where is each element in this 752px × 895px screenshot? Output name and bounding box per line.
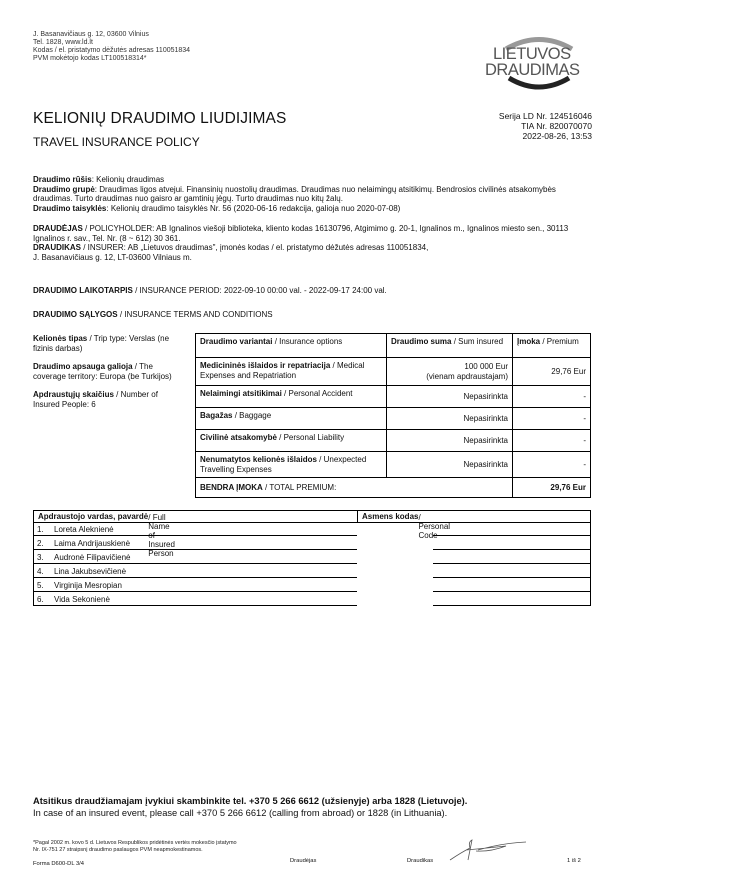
table-row — [196, 452, 591, 478]
total-row — [196, 478, 591, 498]
option-en: / Personal Liability — [276, 433, 345, 442]
sum-value: 100 000 Eur — [464, 362, 508, 371]
company-vat: PVM mokėtojo kodas LT100518314* — [33, 55, 147, 62]
parties — [33, 224, 593, 262]
name-header-lt: Apdraustojo vardas, pavardė — [38, 512, 149, 521]
period-value: / INSURANCE PERIOD: 2022-09-10 00:00 val. - 2022-09-17 24:00 val. — [132, 286, 387, 295]
option-lt: Medicininės išlaidos ir repatriacija — [200, 361, 331, 370]
logo-text-1: LIETUVOS — [493, 45, 571, 63]
policy-date: 2022-08-26, 13:53 — [522, 131, 592, 141]
option-premium: - — [513, 408, 591, 430]
total-label-en: / TOTAL PREMIUM: — [262, 482, 337, 492]
form-number: Forma D600-DL 3/4 — [33, 861, 85, 867]
footnote-line-2: Nr. IX-751 27 straipsnį draudimo paslaugos PVM neapmokestinamos. — [33, 847, 203, 853]
page-subtitle: TRAVEL INSURANCE POLICY — [33, 135, 200, 149]
company-address: J. Basanavičiaus g. 12, 03600 Vilnius — [33, 31, 149, 38]
type-value: : Kelionių draudimas — [91, 175, 165, 184]
header-text: Įmoka — [517, 337, 541, 346]
group-label: Draudimo grupė — [33, 184, 95, 194]
terms-heading — [33, 310, 273, 320]
policyholder-signature-label: Draudėjas — [290, 858, 317, 864]
option-sum: Nepasirinkta — [387, 408, 513, 430]
option-lt: Nenumatytos kelionės išlaidos — [200, 455, 317, 464]
person-number: 4. — [37, 567, 44, 576]
option-en: / Baggage — [232, 411, 272, 420]
person-name: Vida Sekonienė — [54, 595, 110, 604]
rules-label: Draudimo taisyklės — [33, 203, 107, 213]
option-lt: Civilinė atsakomybė — [200, 433, 277, 442]
emergency-lt: Atsitikus draudžiamajam įvykiui skambinkite tel. +370 5 266 6612 (užsienyje) arba 1828 (Lietuvoje). — [33, 796, 468, 806]
emergency-en: In case of an insured event, please call +370 5 266 6612 (calling from abroad) or 1828 (in Lithuania). — [33, 808, 448, 818]
insured-person-row — [33, 536, 591, 550]
header-options — [196, 334, 387, 358]
code-header-en: / Personal Code — [418, 513, 451, 540]
insurer-value: / INSURER: AB „Lietuvos draudimas", įmonės kodas / el. pristatymo dėžutės adresas 110051834, — [81, 243, 429, 252]
policy-info — [499, 111, 592, 141]
insurance-details — [33, 175, 563, 213]
person-name: Virginija Mesropian — [54, 581, 122, 590]
total-label-lt: BENDRA ĮMOKA — [200, 482, 263, 492]
option-premium: - — [513, 452, 591, 478]
option-lt: Bagažas — [200, 411, 233, 420]
signature-icon — [448, 838, 528, 864]
option-sum: Nepasirinkta — [387, 386, 513, 408]
rules-value: : Kelionių draudimo taisyklės Nr. 56 (2020-06-16 redakcija, galioja nuo 2020-07-08) — [106, 203, 401, 213]
header-text: / Sum insured — [451, 337, 504, 346]
header-text: Draudimo suma — [391, 337, 452, 346]
insured-person-row — [33, 522, 591, 536]
trip-type-label: Kelionės tipas — [33, 334, 88, 343]
header-sum — [387, 334, 513, 358]
type-label: Draudimo rūšis — [33, 175, 92, 184]
person-name: Lina Jakubsevičienė — [54, 567, 127, 576]
insurer-address: J. Basanavičiaus g. 12, LT-03600 Vilniaus m. — [33, 252, 192, 262]
insurance-period — [33, 286, 387, 296]
name-underline — [33, 605, 357, 606]
group-value: : Draudimas ligos atvejui. Finansinių nuostolių draudimas. Draudimas nuo nelaimingų atsitikimų. Bendrosios civilinės atsakomybės draudimas. Turto draudimas nuo gaisro ar gamtinių jėgų. Turto draudimas nuo kitų žalų. — [33, 184, 556, 203]
header-premium — [513, 334, 591, 358]
option-sum — [387, 358, 513, 386]
option-en: / Personal Accident — [281, 389, 353, 398]
people-label: Apdraustųjų skaičius — [33, 390, 114, 399]
people-value: / Number of Insured People: 6 — [33, 390, 158, 409]
company-header — [33, 31, 190, 63]
option-premium: 29,76 Eur — [513, 358, 591, 386]
policy-tia: TIA Nr. 820070070 — [521, 121, 592, 131]
terms-value: / INSURANCE TERMS AND CONDITIONS — [117, 310, 273, 319]
table-row — [196, 430, 591, 452]
total-amount: 29,76 Eur — [550, 482, 586, 492]
option-premium: - — [513, 386, 591, 408]
person-number: 3. — [37, 553, 44, 562]
person-name: Audronė Filipavičienė — [54, 553, 131, 562]
terms-label: DRAUDIMO SĄLYGOS — [33, 310, 118, 319]
insurer-label: DRAUDIKAS — [33, 243, 81, 252]
insured-person-row — [33, 592, 591, 606]
header-text: / Premium — [540, 337, 579, 346]
person-name: Loreta Aleknienė — [54, 525, 114, 534]
logo-text-2: DRAUDIMAS — [485, 61, 580, 79]
table-row — [196, 408, 591, 430]
code-header-lt: Asmens kodas — [362, 512, 419, 521]
policyholder-value: / POLICYHOLDER: AB Ignalinos viešoji biblioteka, kliento kodas 16130796, Atgimimo g. 20-1, Ignalinos m., Ignalinos miesto sen., 30113 Ignalinos r. sav., Tel. Nr. (8 ~ 612) 30 361. — [33, 224, 569, 243]
person-number: 2. — [37, 539, 44, 548]
total-value — [513, 478, 591, 498]
option-name — [196, 430, 387, 452]
table-row — [196, 358, 591, 386]
company-logo — [484, 36, 594, 90]
page-number: 1 iš 2 — [567, 858, 581, 864]
sum-note: (vienam apdraustajam) — [426, 371, 508, 381]
territory-label: Draudimo apsauga galioja — [33, 362, 133, 371]
table-row — [196, 386, 591, 408]
policy-series: Serija LD Nr. 124516046 — [498, 111, 592, 121]
trip-type-value: / Trip type: Verslas (ne fizinis darbas) — [33, 334, 170, 353]
person-number: 1. — [37, 525, 44, 534]
option-en: / Medical Expenses and Repatriation — [200, 361, 365, 380]
policyholder-label: DRAUDĖJAS — [33, 224, 83, 233]
insured-person-row — [33, 578, 591, 592]
code-header — [362, 512, 451, 540]
trip-details — [33, 334, 175, 409]
header-divider — [357, 511, 358, 522]
option-name — [196, 452, 387, 478]
page-title: KELIONIŲ DRAUDIMO LIUDIJIMAS — [33, 110, 287, 127]
header-text: Draudimo variantai — [200, 337, 273, 346]
option-lt: Nelaimingi atsitikimai — [200, 389, 282, 398]
company-code: Kodas / el. pristatymo dėžutės adresas 110051834 — [33, 47, 191, 54]
option-en: / Unexpected Travelling Expenses — [200, 455, 367, 474]
option-sum: Nepasirinkta — [387, 452, 513, 478]
insurance-options-table — [195, 333, 591, 498]
total-label — [196, 478, 513, 498]
insured-person-row — [33, 550, 591, 564]
insured-person-row — [33, 564, 591, 578]
option-name — [196, 408, 387, 430]
name-header-en: / Full Name of Insured Person — [148, 513, 175, 558]
person-name: Laima Andrijauskienė — [54, 539, 131, 548]
emergency-info — [33, 795, 467, 819]
code-underline — [433, 605, 591, 606]
territory-value: / The coverage territory: Europa (be Turkijos) — [33, 362, 172, 381]
footnote — [33, 840, 237, 854]
option-name — [196, 358, 387, 386]
company-contact: Tel. 1828, www.ld.lt — [33, 39, 93, 46]
person-number: 5. — [37, 581, 44, 590]
insurer-signature-label: Draudikas — [407, 858, 434, 864]
option-sum: Nepasirinkta — [387, 430, 513, 452]
table-header-row — [196, 334, 591, 358]
period-label: DRAUDIMO LAIKOTARPIS — [33, 286, 133, 295]
footnote-line-1: *Pagal 2002 m. kovo 5 d. Lietuvos Respublikos pridėtinės vertės mokesčio įstatymo — [33, 840, 237, 846]
header-text: / Insurance options — [272, 337, 343, 346]
person-number: 6. — [37, 595, 44, 604]
option-name — [196, 386, 387, 408]
option-premium: - — [513, 430, 591, 452]
